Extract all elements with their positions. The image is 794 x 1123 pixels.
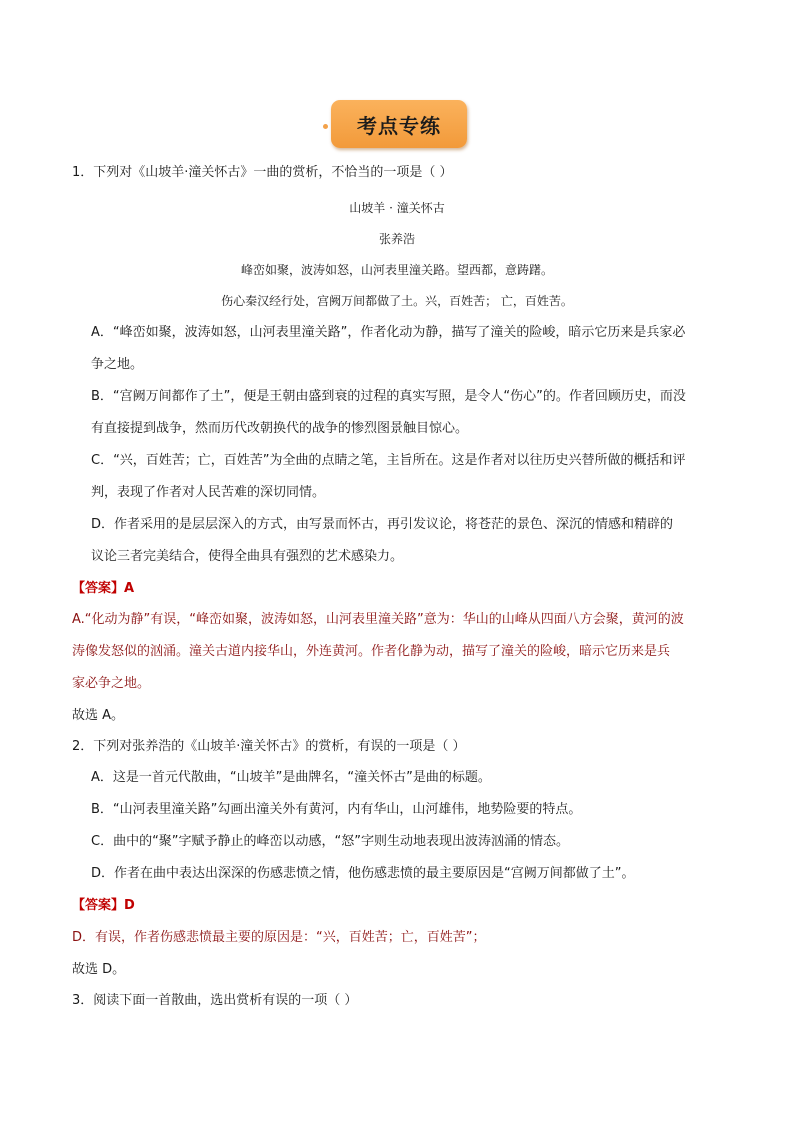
- q2-stem: 2．下列对张养浩的《山坡羊·潼关怀古》的赏析，有误的一项是（ ）: [72, 739, 466, 754]
- q1-option-b-cont: 有直接提到战争，然而历代改朝换代的战争的惨烈图景触目惊心。: [91, 421, 469, 436]
- poem-line-2: 伤心秦汉经行处，宫阙万间都做了土。兴，百姓苦； 亡，百姓苦。: [221, 294, 573, 308]
- q1-analysis-2: 涛像发怒似的汹涌。潼关古道内接华山，外连黄河。作者化静为动，描写了潼关的险峻，暗示它历来是兵: [72, 644, 671, 659]
- section-badge: [323, 100, 469, 152]
- q1-conclusion: 故选 A。: [72, 708, 125, 723]
- q1-stem: 1．下列对《山坡羊·潼关怀古》一曲的赏析，不恰当的一项是（ ）: [72, 165, 453, 180]
- q2-option-b: B．“山河表里潼关路”勾画出潼关外有黄河，内有华山，山河雄伟，地势险要的特点。: [91, 802, 582, 817]
- poem-title: 山坡羊 · 潼关怀古: [349, 201, 445, 215]
- q1-option-d-cont: 议论三者完美结合，使得全曲具有强烈的艺术感染力。: [91, 549, 404, 564]
- q2-conclusion: 故选 D。: [72, 962, 126, 977]
- q1-analysis-1: A.“化动为静”有误，“峰峦如聚，波涛如怒，山河表里潼关路”意为：华山的山峰从四面八方会聚，黄河的波: [72, 612, 684, 627]
- q1-option-a-cont: 争之地。: [91, 357, 144, 372]
- q3-stem: 3．阅读下面一首散曲，选出赏析有误的一项（ ）: [72, 993, 358, 1008]
- q1-option-d: D．作者采用的是层层深入的方式，由写景而怀古，再引发议论，将苍茫的景色、深沉的情感和精辟的: [91, 517, 674, 532]
- q1-option-a: A．“峰峦如聚，波涛如怒，山河表里潼关路”，作者化动为静，描写了潼关的险峻，暗示它历来是兵家必: [91, 325, 686, 340]
- q1-option-c: C．“兴，百姓苦；亡，百姓苦”为全曲的点睛之笔，主旨所在。这是作者对以往历史兴替所做的概括和评: [91, 453, 686, 468]
- q2-analysis: D．有误，作者伤感悲愤最主要的原因是：“兴，百姓苦；亡，百姓苦”；: [72, 930, 486, 945]
- poem-line-1: 峰峦如聚，波涛如怒，山河表里潼关路。望西都，意踌躇。: [240, 263, 553, 277]
- poem-author: 张养浩: [378, 232, 415, 246]
- q1-option-c-cont: 判，表现了作者对人民苦难的深切同情。: [91, 485, 326, 500]
- q2-answer-label: 【答案】D: [72, 898, 135, 913]
- q1-option-b: B．“宫阙万间都作了土”，便是王朝由盛到衰的过程的真实写照，是令人“伤心”的。作者回顾历史，而没: [91, 389, 686, 404]
- badge-dot: [323, 124, 328, 129]
- q1-answer-label: 【答案】A: [72, 581, 135, 596]
- section-title: 考点专练: [331, 100, 467, 148]
- q1-analysis-3: 家必争之地。: [72, 676, 151, 691]
- q2-option-d: D．作者在曲中表达出深深的伤感悲愤之情，他伤感悲愤的最主要原因是“宫阙万间都做了土”。: [91, 866, 635, 881]
- q2-option-a: A．这是一首元代散曲，“山坡羊”是曲牌名，“潼关怀古”是曲的标题。: [91, 770, 491, 785]
- q2-option-c: C．曲中的“聚”字赋予静止的峰峦以动感，“怒”字则生动地表现出波涛汹涌的情态。: [91, 834, 570, 849]
